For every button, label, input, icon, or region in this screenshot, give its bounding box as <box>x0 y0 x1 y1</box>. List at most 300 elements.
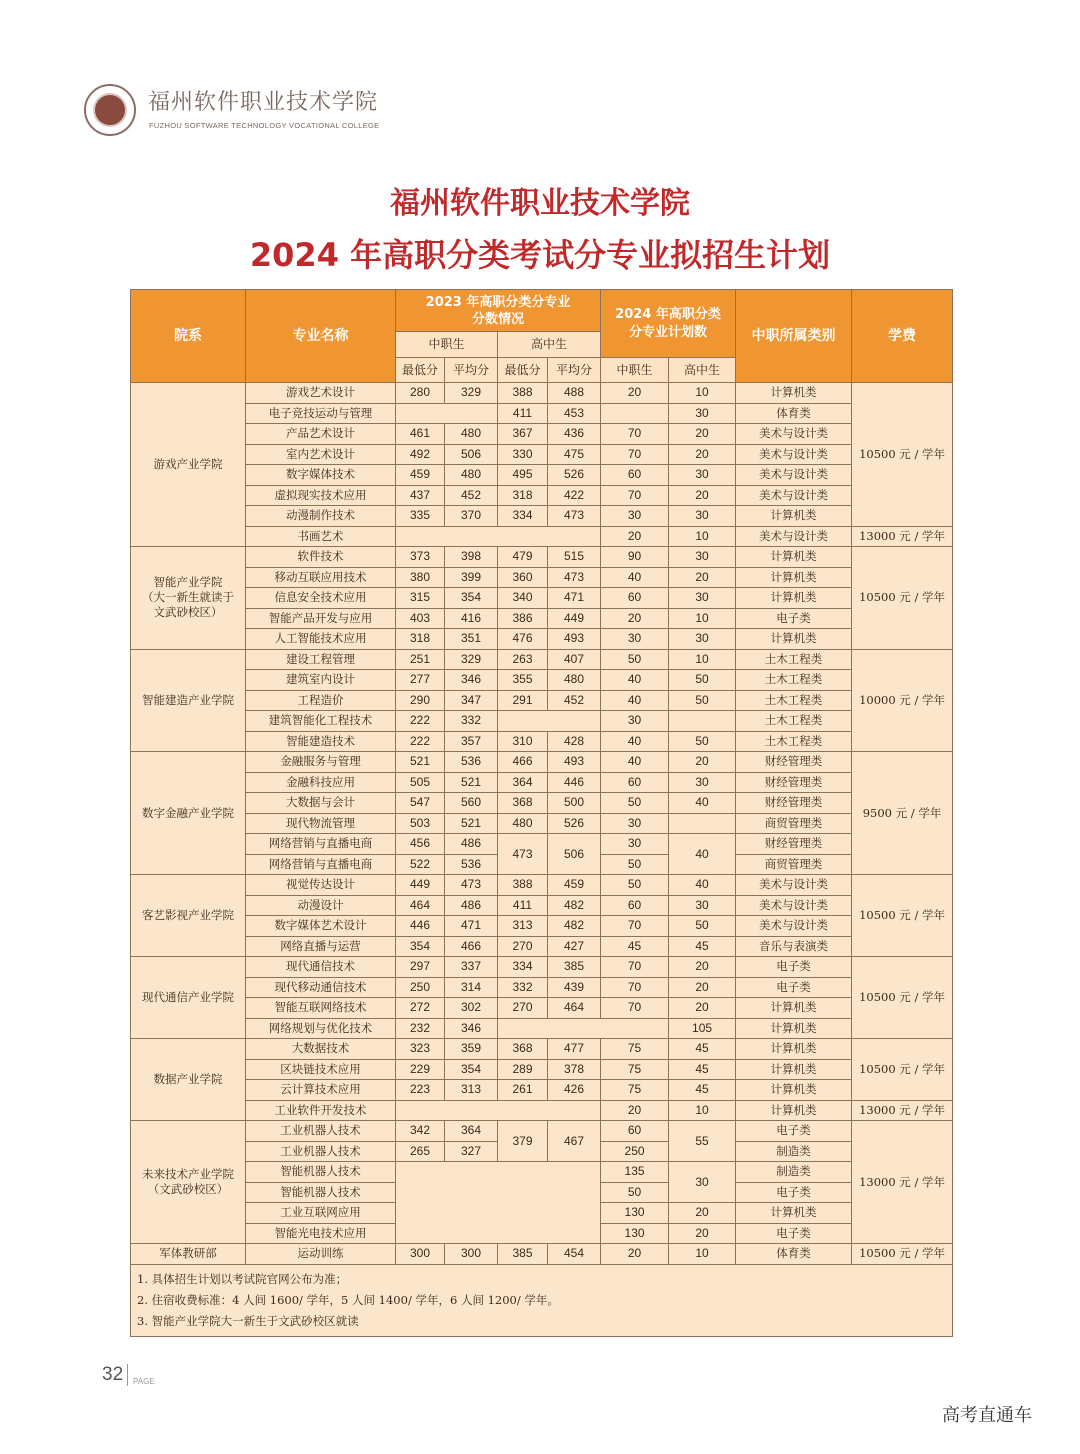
cell-dept: 游戏产业学院 <box>131 383 246 547</box>
cell-plan-gaozhong: 30 <box>669 772 736 793</box>
cell-plan-zhongzhi: 70 <box>601 424 669 445</box>
cell-category: 美术与设计类 <box>736 526 852 547</box>
cell-zhongzhi-avg: 506 <box>445 444 498 465</box>
cell-fee: 10500 元 / 学年 <box>852 383 953 527</box>
cell-zhongzhi-min: 250 <box>396 977 445 998</box>
header-category: 中职所属类别 <box>736 290 852 383</box>
cell-gaozhong-min: 289 <box>498 1059 548 1080</box>
cell-category: 土木工程类 <box>736 731 852 752</box>
cell-major: 智能光电技术应用 <box>246 1223 396 1244</box>
cell-zhongzhi-avg: 354 <box>445 588 498 609</box>
cell-major: 产品艺术设计 <box>246 424 396 445</box>
college-seal-logo <box>84 84 136 136</box>
cell-major: 智能产品开发与应用 <box>246 608 396 629</box>
college-name-cn: 福州软件职业技术学院 <box>148 90 379 115</box>
cell-plan-zhongzhi: 70 <box>601 444 669 465</box>
cell-category: 计算机类 <box>736 567 852 588</box>
cell-gaozhong-min: 495 <box>498 465 548 486</box>
cell-major: 现代通信技术 <box>246 957 396 978</box>
cell-zhongzhi-avg: 370 <box>445 506 498 527</box>
cell-zhongzhi-avg: 313 <box>445 1080 498 1101</box>
cell-plan-gaozhong: 10 <box>669 1244 736 1265</box>
enrollment-plan-table <box>130 289 953 1337</box>
cell-major: 云计算技术应用 <box>246 1080 396 1101</box>
cell-plan-zhongzhi: 50 <box>601 854 669 875</box>
cell-category: 美术与设计类 <box>736 875 852 896</box>
cell-major: 数字媒体艺术设计 <box>246 916 396 937</box>
cell-gaozhong-min: 411 <box>498 403 548 424</box>
header-fee: 学费 <box>852 290 953 383</box>
cell-zhongzhi-avg: 521 <box>445 772 498 793</box>
cell-gaozhong-avg: 454 <box>548 1244 601 1265</box>
cell-gaozhong-min: 388 <box>498 875 548 896</box>
page-divider <box>127 1364 128 1386</box>
cell-category: 制造类 <box>736 1162 852 1183</box>
note-item: 3. 智能产业学院大一新生于文武砂校区就读 <box>137 1313 359 1328</box>
cell-major: 工程造价 <box>246 690 396 711</box>
cell-dept: 数据产业学院 <box>131 1039 246 1121</box>
cell-gaozhong-min: 411 <box>498 895 548 916</box>
page-title-line1: 福州软件职业技术学院 <box>390 186 690 221</box>
cell-category: 财经管理类 <box>736 834 852 855</box>
cell-plan-zhongzhi: 75 <box>601 1059 669 1080</box>
cell-zhongzhi-min: 354 <box>396 936 445 957</box>
cell-major: 网络营销与直播电商 <box>246 854 396 875</box>
cell-gaozhong-min: 318 <box>498 485 548 506</box>
cell-zhongzhi-min: 459 <box>396 465 445 486</box>
cell-plan-gaozhong: 10 <box>669 526 736 547</box>
cell-fee: 13000 元 / 学年 <box>852 1100 953 1121</box>
cell-zhongzhi-min: 223 <box>396 1080 445 1101</box>
cell-zhongzhi-min: 461 <box>396 424 445 445</box>
cell-zhongzhi-avg: 536 <box>445 854 498 875</box>
header-scores-2023: 2023 年高职分类分专业 分数情况 <box>396 290 601 332</box>
cell-fee: 10500 元 / 学年 <box>852 875 953 957</box>
table-row <box>131 444 953 465</box>
cell-plan-gaozhong: 20 <box>669 567 736 588</box>
table-row <box>131 1059 953 1080</box>
cell-plan-gaozhong: 45 <box>669 1080 736 1101</box>
cell-major: 数字媒体技术 <box>246 465 396 486</box>
cell-zhongzhi-min: 229 <box>396 1059 445 1080</box>
cell-major: 建筑智能化工程技术 <box>246 711 396 732</box>
cell-plan-zhongzhi: 75 <box>601 1039 669 1060</box>
cell-major: 工业软件开发技术 <box>246 1100 396 1121</box>
cell-category: 土木工程类 <box>736 690 852 711</box>
cell-category: 土木工程类 <box>736 670 852 691</box>
header-zhongzhi: 中职生 <box>396 332 498 358</box>
cell-zhongzhi-min: 315 <box>396 588 445 609</box>
cell-plan-gaozhong: 20 <box>669 752 736 773</box>
cell-zhongzhi-min: 342 <box>396 1121 445 1142</box>
cell-gaozhong-avg: 453 <box>548 403 601 424</box>
cell-plan-zhongzhi: 250 <box>601 1141 669 1162</box>
cell-fee: 10000 元 / 学年 <box>852 649 953 752</box>
cell-zhongzhi-min: 522 <box>396 854 445 875</box>
cell-plan-gaozhong: 30 <box>669 465 736 486</box>
cell-gaozhong-min: 368 <box>498 1039 548 1060</box>
cell-zhongzhi-avg: 357 <box>445 731 498 752</box>
cell-category: 商贸管理类 <box>736 854 852 875</box>
cell-major: 工业机器人技术 <box>246 1121 396 1142</box>
cell-gaozhong-avg: 473 <box>548 567 601 588</box>
cell-major: 建筑室内设计 <box>246 670 396 691</box>
cell-plan-zhongzhi: 130 <box>601 1203 669 1224</box>
table-row <box>131 629 953 650</box>
cell-major: 智能机器人技术 <box>246 1182 396 1203</box>
cell-plan-gaozhong: 40 <box>669 875 736 896</box>
cell-gaozhong-avg: 378 <box>548 1059 601 1080</box>
cell-zhongzhi-min: 547 <box>396 793 445 814</box>
table-row <box>131 424 953 445</box>
cell-category: 音乐与表演类 <box>736 936 852 957</box>
cell-category: 体育类 <box>736 403 852 424</box>
cell-zhongzhi-avg: 359 <box>445 1039 498 1060</box>
cell-gaozhong-min: 313 <box>498 916 548 937</box>
cell-plan-zhongzhi: 30 <box>601 813 669 834</box>
cell-zhongzhi-avg: 416 <box>445 608 498 629</box>
cell-gaozhong-min: 466 <box>498 752 548 773</box>
cell-gaozhong-min: 360 <box>498 567 548 588</box>
cell-zhongzhi-min: 505 <box>396 772 445 793</box>
cell-zhongzhi-avg: 354 <box>445 1059 498 1080</box>
cell-gaozhong-avg: 467 <box>548 1121 601 1162</box>
table-row <box>131 649 953 670</box>
cell-zhongzhi-avg: 486 <box>445 895 498 916</box>
cell-plan-gaozhong: 20 <box>669 485 736 506</box>
cell-zhongzhi-avg: 364 <box>445 1121 498 1142</box>
cell-zhongzhi-avg: 486 <box>445 834 498 855</box>
cell-category: 电子类 <box>736 1182 852 1203</box>
cell-dept: 智能建造产业学院 <box>131 649 246 752</box>
cell-plan-gaozhong: 45 <box>669 936 736 957</box>
cell-gaozhong-avg: 493 <box>548 752 601 773</box>
table-row <box>131 813 953 834</box>
cell-major: 运动训练 <box>246 1244 396 1265</box>
cell-plan-gaozhong: 20 <box>669 1223 736 1244</box>
cell-plan-zhongzhi: 30 <box>601 506 669 527</box>
cell-plan-gaozhong: 30 <box>669 895 736 916</box>
cell-major: 建设工程管理 <box>246 649 396 670</box>
cell-major: 游戏艺术设计 <box>246 383 396 404</box>
cell-plan-zhongzhi: 20 <box>601 526 669 547</box>
cell-gaozhong-min: 386 <box>498 608 548 629</box>
cell-gaozhong-avg: 464 <box>548 998 601 1019</box>
table-notes <box>131 1264 953 1336</box>
cell-zhongzhi-avg: 560 <box>445 793 498 814</box>
cell-zhongzhi-min: 449 <box>396 875 445 896</box>
table-row <box>131 1121 953 1142</box>
cell-zhongzhi-avg: 471 <box>445 916 498 937</box>
table-row <box>131 1080 953 1101</box>
table-row <box>131 1244 953 1265</box>
cell-plan-gaozhong: 20 <box>669 424 736 445</box>
cell-dept: 智能产业学院 （大一新生就读于 文武砂校区） <box>131 547 246 650</box>
cell-plan-zhongzhi: 40 <box>601 752 669 773</box>
table-row <box>131 752 953 773</box>
cell-major: 金融科技应用 <box>246 772 396 793</box>
table-row <box>131 916 953 937</box>
cell-zhongzhi-avg: 473 <box>445 875 498 896</box>
cell-zhongzhi-min <box>396 1100 601 1121</box>
cell-plan-zhongzhi <box>601 403 669 424</box>
cell-plan-zhongzhi: 50 <box>601 649 669 670</box>
cell-gaozhong-avg: 526 <box>548 465 601 486</box>
cell-fee: 13000 元 / 学年 <box>852 526 953 547</box>
cell-plan-gaozhong: 50 <box>669 690 736 711</box>
cell-gaozhong-min: 263 <box>498 649 548 670</box>
cell-zhongzhi-min: 323 <box>396 1039 445 1060</box>
cell-major: 虚拟现实技术应用 <box>246 485 396 506</box>
cell-plan-zhongzhi: 60 <box>601 772 669 793</box>
table-row <box>131 588 953 609</box>
cell-fee: 10500 元 / 学年 <box>852 547 953 650</box>
cell-gaozhong-avg: 493 <box>548 629 601 650</box>
cell-category: 制造类 <box>736 1141 852 1162</box>
cell-category: 美术与设计类 <box>736 424 852 445</box>
cell-gaozhong-min: 291 <box>498 690 548 711</box>
cell-plan-gaozhong: 20 <box>669 977 736 998</box>
cell-gaozhong-min: 385 <box>498 1244 548 1265</box>
table-row <box>131 1100 953 1121</box>
cell-major: 信息安全技术应用 <box>246 588 396 609</box>
cell-major: 软件技术 <box>246 547 396 568</box>
cell-gaozhong-avg: 482 <box>548 916 601 937</box>
cell-major: 智能机器人技术 <box>246 1162 396 1183</box>
cell-plan-zhongzhi: 40 <box>601 731 669 752</box>
cell-gaozhong-avg: 446 <box>548 772 601 793</box>
cell-plan-gaozhong: 20 <box>669 444 736 465</box>
cell-plan-zhongzhi: 30 <box>601 711 669 732</box>
cell-fee: 10500 元 / 学年 <box>852 1039 953 1101</box>
cell-gaozhong-min: 479 <box>498 547 548 568</box>
cell-category: 计算机类 <box>736 1039 852 1060</box>
table-row <box>131 957 953 978</box>
cell-gaozhong-min <box>498 711 601 732</box>
cell-category: 计算机类 <box>736 1100 852 1121</box>
table-row <box>131 895 953 916</box>
table-row <box>131 875 953 896</box>
cell-zhongzhi-min <box>396 1162 601 1244</box>
cell-dept: 现代通信产业学院 <box>131 957 246 1039</box>
cell-gaozhong-min: 261 <box>498 1080 548 1101</box>
cell-gaozhong-avg: 427 <box>548 936 601 957</box>
cell-plan-gaozhong: 10 <box>669 649 736 670</box>
cell-plan-zhongzhi: 60 <box>601 465 669 486</box>
note-item: 2. 住宿收费标准：4 人间 1600/ 学年，5 人间 1400/ 学年，6 人间 1200/ 学年。 <box>137 1292 559 1307</box>
cell-plan-zhongzhi: 40 <box>601 567 669 588</box>
cell-zhongzhi-min: 300 <box>396 1244 445 1265</box>
cell-plan-zhongzhi: 30 <box>601 629 669 650</box>
cell-plan-gaozhong: 20 <box>669 1203 736 1224</box>
cell-plan-gaozhong <box>669 813 736 834</box>
cell-major: 大数据技术 <box>246 1039 396 1060</box>
table-row <box>131 403 953 424</box>
cell-category: 计算机类 <box>736 588 852 609</box>
cell-gaozhong-avg: 439 <box>548 977 601 998</box>
cell-gaozhong-avg: 482 <box>548 895 601 916</box>
cell-zhongzhi-avg: 536 <box>445 752 498 773</box>
cell-category: 计算机类 <box>736 1018 852 1039</box>
cell-plan-zhongzhi: 70 <box>601 998 669 1019</box>
cell-plan-gaozhong: 30 <box>669 629 736 650</box>
cell-gaozhong-avg: 452 <box>548 690 601 711</box>
cell-dept: 军体教研部 <box>131 1244 246 1265</box>
cell-plan-zhongzhi: 90 <box>601 547 669 568</box>
cell-gaozhong-avg: 407 <box>548 649 601 670</box>
cell-plan-gaozhong: 30 <box>669 403 736 424</box>
cell-major: 视觉传达设计 <box>246 875 396 896</box>
cell-gaozhong-avg: 488 <box>548 383 601 404</box>
cell-plan-zhongzhi: 20 <box>601 1244 669 1265</box>
cell-gaozhong-min: 330 <box>498 444 548 465</box>
cell-major: 书画艺术 <box>246 526 396 547</box>
cell-zhongzhi-avg: 480 <box>445 465 498 486</box>
cell-zhongzhi-min: 297 <box>396 957 445 978</box>
cell-plan-gaozhong: 50 <box>669 916 736 937</box>
cell-plan-zhongzhi: 40 <box>601 690 669 711</box>
cell-category: 计算机类 <box>736 998 852 1019</box>
cell-category: 财经管理类 <box>736 752 852 773</box>
cell-zhongzhi-min: 280 <box>396 383 445 404</box>
cell-plan-zhongzhi: 70 <box>601 977 669 998</box>
cell-zhongzhi-avg: 398 <box>445 547 498 568</box>
cell-gaozhong-min: 476 <box>498 629 548 650</box>
cell-gaozhong-avg: 449 <box>548 608 601 629</box>
table-row <box>131 383 953 404</box>
cell-major: 移动互联应用技术 <box>246 567 396 588</box>
cell-zhongzhi-min: 492 <box>396 444 445 465</box>
cell-zhongzhi-avg: 332 <box>445 711 498 732</box>
cell-plan-zhongzhi: 70 <box>601 957 669 978</box>
cell-plan-gaozhong: 50 <box>669 731 736 752</box>
cell-zhongzhi-avg: 347 <box>445 690 498 711</box>
cell-gaozhong-avg: 459 <box>548 875 601 896</box>
cell-major: 工业机器人技术 <box>246 1141 396 1162</box>
cell-plan-zhongzhi: 60 <box>601 588 669 609</box>
cell-zhongzhi-avg: 300 <box>445 1244 498 1265</box>
cell-gaozhong-min: 332 <box>498 977 548 998</box>
cell-gaozhong-avg: 422 <box>548 485 601 506</box>
header-zhongzhi-min: 最低分 <box>396 358 445 383</box>
cell-category: 财经管理类 <box>736 793 852 814</box>
cell-category: 电子类 <box>736 1121 852 1142</box>
cell-zhongzhi-avg: 329 <box>445 649 498 670</box>
cell-major: 网络规划与优化技术 <box>246 1018 396 1039</box>
cell-gaozhong-avg: 475 <box>548 444 601 465</box>
cell-plan-gaozhong: 30 <box>669 506 736 527</box>
table-row <box>131 772 953 793</box>
table-row <box>131 465 953 486</box>
cell-plan-gaozhong: 10 <box>669 608 736 629</box>
table-row <box>131 1162 953 1183</box>
cell-category: 计算机类 <box>736 506 852 527</box>
cell-gaozhong-min: 364 <box>498 772 548 793</box>
cell-zhongzhi-min: 373 <box>396 547 445 568</box>
header-plan-zhongzhi: 中职生 <box>601 358 669 383</box>
cell-major: 金融服务与管理 <box>246 752 396 773</box>
cell-gaozhong-min: 368 <box>498 793 548 814</box>
cell-zhongzhi-min: 503 <box>396 813 445 834</box>
cell-zhongzhi-min: 446 <box>396 916 445 937</box>
cell-major: 区块链技术应用 <box>246 1059 396 1080</box>
cell-plan-gaozhong: 30 <box>669 1162 736 1203</box>
cell-gaozhong-min <box>498 1018 669 1039</box>
table-row <box>131 690 953 711</box>
cell-gaozhong-avg: 426 <box>548 1080 601 1101</box>
cell-plan-zhongzhi: 50 <box>601 875 669 896</box>
cell-zhongzhi-avg: 452 <box>445 485 498 506</box>
cell-category: 美术与设计类 <box>736 444 852 465</box>
cell-zhongzhi-min: 265 <box>396 1141 445 1162</box>
cell-category: 美术与设计类 <box>736 895 852 916</box>
cell-zhongzhi-avg: 314 <box>445 977 498 998</box>
header-plan-gaozhong: 高中生 <box>669 358 736 383</box>
cell-zhongzhi-min: 403 <box>396 608 445 629</box>
table-row <box>131 670 953 691</box>
cell-zhongzhi-avg: 329 <box>445 383 498 404</box>
table-row <box>131 936 953 957</box>
cell-zhongzhi-min: 521 <box>396 752 445 773</box>
cell-plan-gaozhong: 40 <box>669 834 736 875</box>
cell-gaozhong-min: 473 <box>498 834 548 875</box>
cell-major: 网络直播与运营 <box>246 936 396 957</box>
page-number: 32 <box>102 1364 124 1385</box>
cell-zhongzhi-avg: 399 <box>445 567 498 588</box>
cell-gaozhong-min: 379 <box>498 1121 548 1162</box>
cell-zhongzhi-min: 290 <box>396 690 445 711</box>
cell-category: 土木工程类 <box>736 649 852 670</box>
cell-plan-zhongzhi: 45 <box>601 936 669 957</box>
table-row <box>131 547 953 568</box>
cell-gaozhong-min: 270 <box>498 936 548 957</box>
table-row <box>131 608 953 629</box>
cell-plan-gaozhong: 50 <box>669 670 736 691</box>
header-plan-2024: 2024 年高职分类 分专业计划数 <box>601 290 736 358</box>
cell-plan-zhongzhi: 50 <box>601 1182 669 1203</box>
cell-zhongzhi-avg: 466 <box>445 936 498 957</box>
cell-fee: 10500 元 / 学年 <box>852 1244 953 1265</box>
cell-zhongzhi-avg: 521 <box>445 813 498 834</box>
cell-plan-gaozhong: 20 <box>669 957 736 978</box>
college-name-en: FUZHOU SOFTWARE TECHNOLOGY VOCATIONAL COLLEGE <box>149 121 380 130</box>
cell-zhongzhi-min <box>396 526 601 547</box>
cell-plan-gaozhong: 10 <box>669 1100 736 1121</box>
table-row <box>131 793 953 814</box>
cell-fee: 13000 元 / 学年 <box>852 1121 953 1244</box>
table-row <box>131 1018 953 1039</box>
cell-category: 美术与设计类 <box>736 485 852 506</box>
cell-zhongzhi-min: 222 <box>396 711 445 732</box>
cell-zhongzhi-min: 456 <box>396 834 445 855</box>
cell-zhongzhi-avg: 302 <box>445 998 498 1019</box>
cell-zhongzhi-min: 222 <box>396 731 445 752</box>
cell-dept: 客艺影视产业学院 <box>131 875 246 957</box>
cell-plan-zhongzhi: 30 <box>601 834 669 855</box>
table-row <box>131 1039 953 1060</box>
cell-plan-zhongzhi: 20 <box>601 1100 669 1121</box>
table-row <box>131 834 953 855</box>
cell-gaozhong-avg: 385 <box>548 957 601 978</box>
cell-major: 电子竞技运动与管理 <box>246 403 396 424</box>
cell-zhongzhi-min <box>396 403 498 424</box>
cell-gaozhong-min: 355 <box>498 670 548 691</box>
cell-major: 室内艺术设计 <box>246 444 396 465</box>
cell-zhongzhi-min: 318 <box>396 629 445 650</box>
cell-category: 电子类 <box>736 1223 852 1244</box>
cell-plan-gaozhong: 30 <box>669 547 736 568</box>
cell-gaozhong-avg: 526 <box>548 813 601 834</box>
